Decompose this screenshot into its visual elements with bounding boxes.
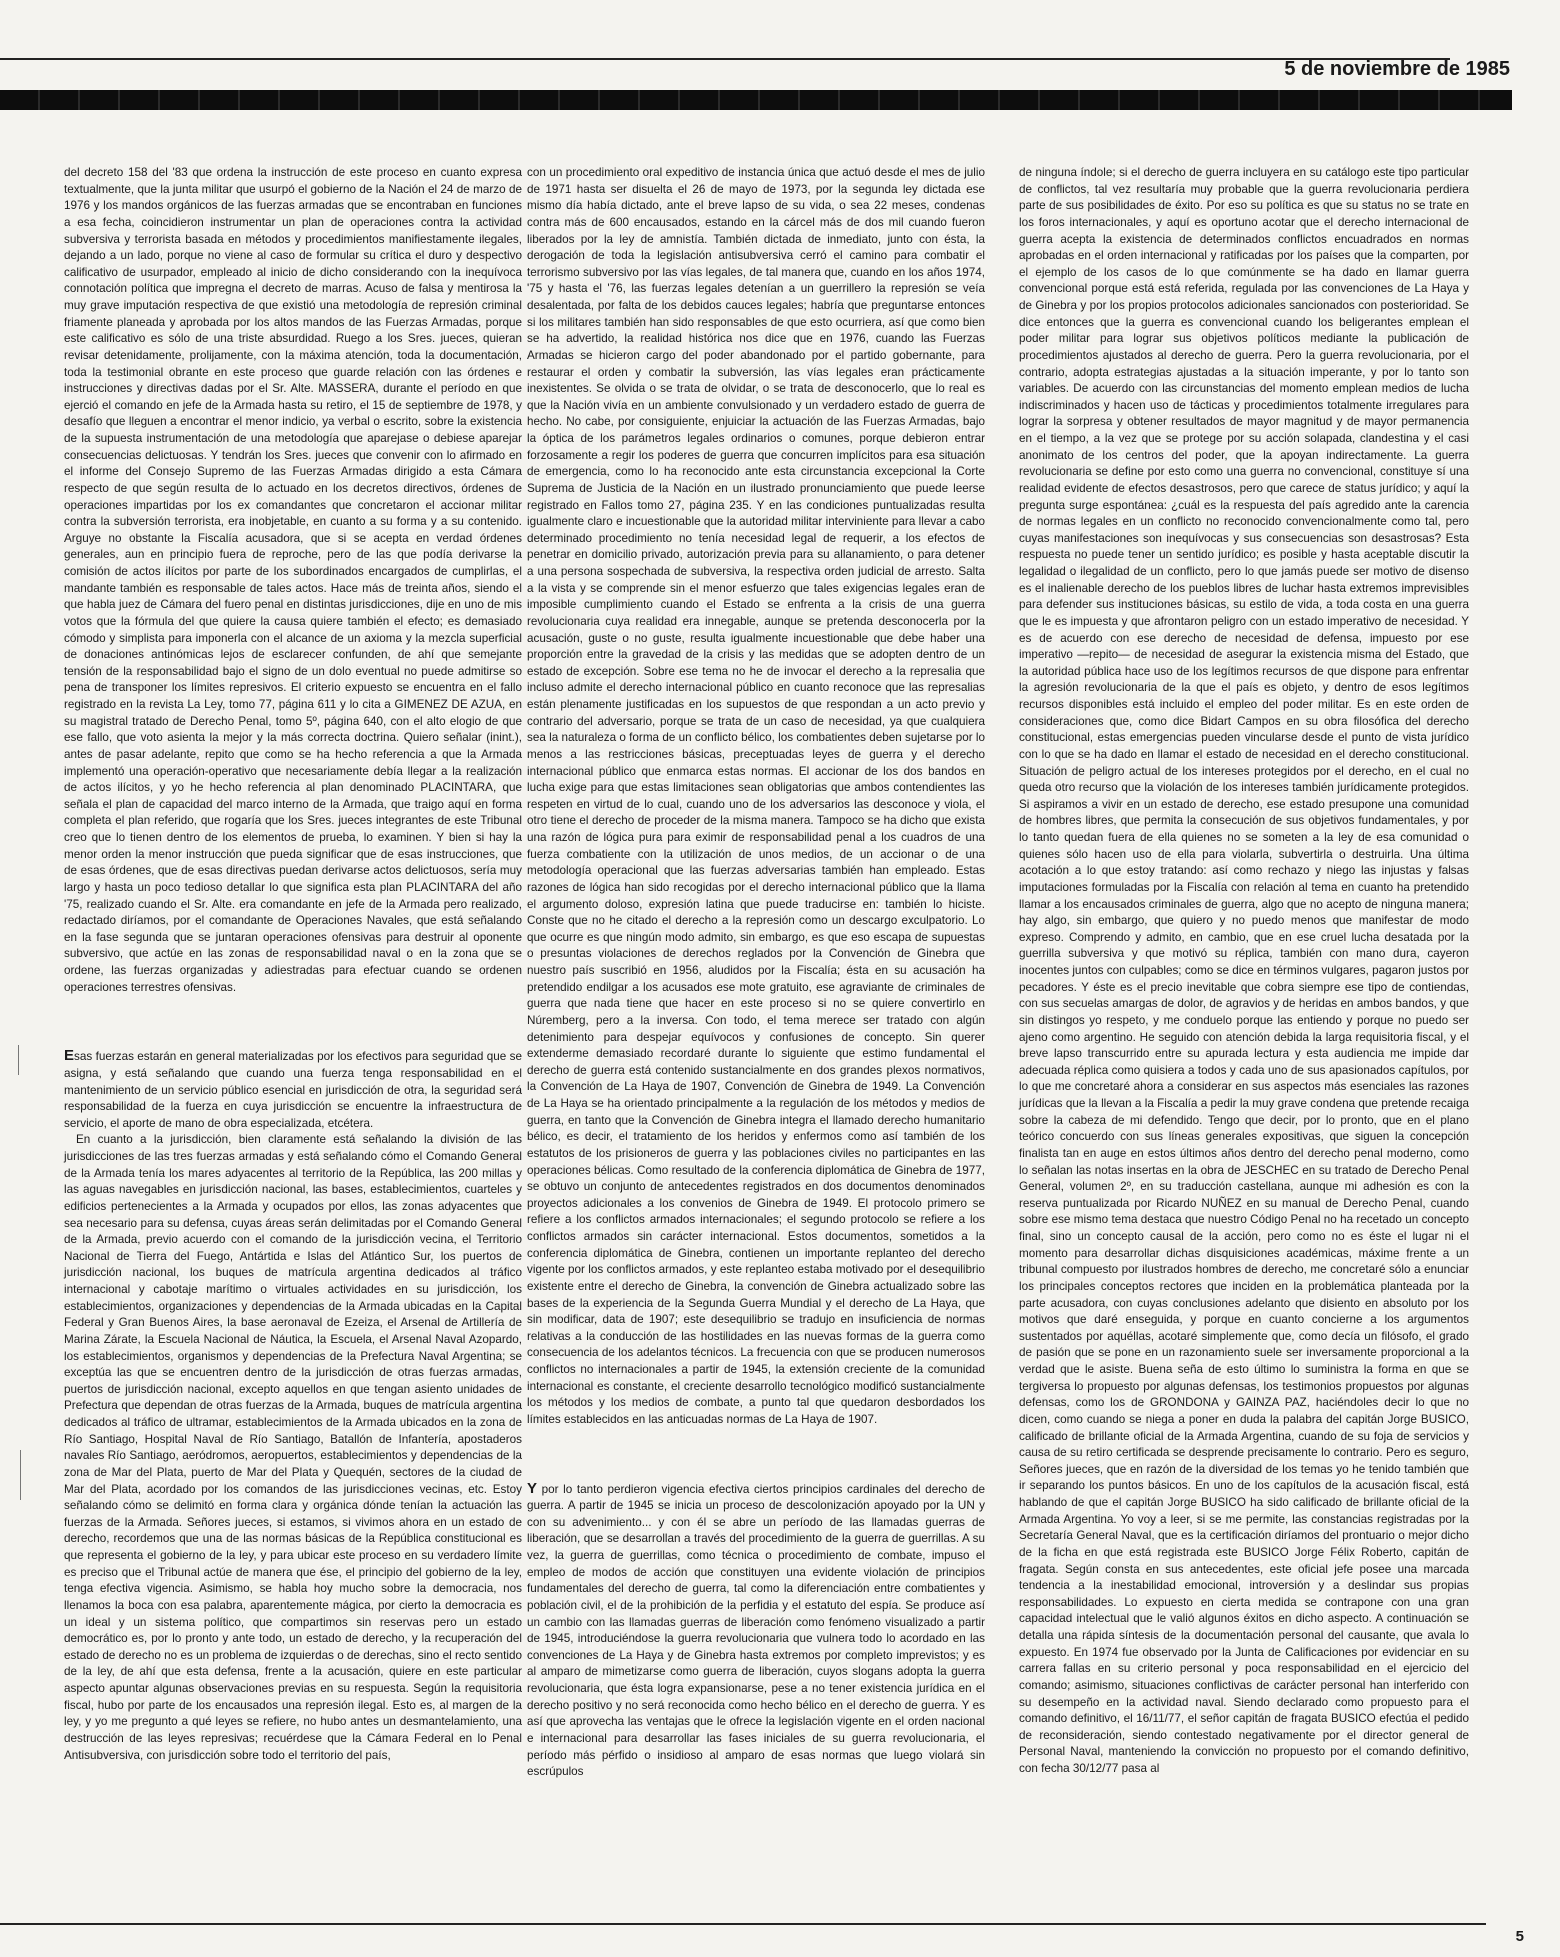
bottom-rule: [0, 1923, 1486, 1925]
paragraph: Y por lo tanto perdieron vigencia efectiva ciertos principios cardinales del derecho de guerra. A partir de 1945 se inicia un proceso de descolonización apoyado por la UN y con su advenimiento... y con él se abre un período de las llamadas guerras de liberación, que se desarrollan a través del procedimiento de la guerra de guerrillas. A su vez, la guerra de guerrillas, como técnica o procedimiento de combate, impuso el empleo de modos de acción que constituyen una evidente violación de principios fundamentales del derecho de guerra, tal como la diferenciación entre combatientes y población civil, el de la prohibición de la perfidia y el estatuto del espía. Se produce así un cambio con las llamadas guerras de liberación como fenómeno visualizado a partir de 1945, introduciéndose la guerra revolucionaria que vulnera todo lo acordado en las convenciones de La Haya y de Ginebra hasta extremos por completo imprevistos; y es al amparo de mimetizarse como guerra de liberación, cuyos slogans adopta la guerra revolucionaria, que ésta logra expansionarse, pese a no tener existencia jurídica en el derecho positivo y no será reconocida como hecho bélico en el derecho de guerra. Y es así que aprovecha las ventajas que le ofrece la legislación vigente en el orden nacional e internacional para desarrollar las fases iniciales de su guerra revolucionaria, el período más pérfido o insidioso al amparo de esas normas que luego violará sin escrúpulos: [527, 1479, 985, 1779]
article-column-3: [1019, 165, 1469, 1778]
top-rule: [0, 58, 1450, 60]
paragraph: del decreto 158 del '83 que ordena la instrucción de este proceso en cuanto expresa textualmente, que la junta militar que usurpó el gobierno de la Nación el 24 de marzo de 1976 y los mandos orgánicos de las fuerzas armadas que se encontraban en funciones a esa fecha, coincidieron instrumentar un plan de operaciones contra la actividad subversiva y terrorista basada en métodos y procedimientos manifiestamente ilegales, dejando a un lado, porque no viene al caso de formular su crítica el duro y despectivo calificativo de usurpador, empleado al inicio de dicho considerando con la inequívoca connotación política que impregna el decreto de marras. Acuso de falsa y mentirosa la muy grave imputación respectiva de que existió una metodología de represión criminal friamente planeada y aprobada por los altos mandos de las Fuerzas Armadas, porque este calificativo es sólo de una triste absurdidad. Ruego a los Sres. jueces, quieran revisar detenidamente, prolijamente, con la máxima atención, toda la documentación, toda la testimonial obrante en este proceso que guarde relación con las órdenes e instrucciones y directivas dadas por el Sr. Alte. MASSERA, durante el período en que ejerció el comando en jefe de la Armada hasta su retiro, el 15 de septiembre de 1978, y desafío que lleguen a encontrar el menor indicio, ya verbal o escrito, sobre la existencia de la supuesta instrumentación de una metodología que aparejase o debiese aparejar consecuencias delictuosas. Y tendrán los Sres. jueces que convenir con lo afirmado en el informe del Consejo Supremo de las Fuerzas Armadas dirigido a esta Cámara respecto de que según resulta de lo actuado en los decretos directivos, órdenes de operaciones impartidas por los ex comandantes que concretaron el accionar militar contra la subversión terrorista, era inobjetable, en cuanto a su forma y a su contenido. Arguye no obstante la Fiscalía acusadora, que si se acepta en verdad órdenes generales, aun en principio fuera de reproche, pero de las que podía derivarse la comisión de actos ilícitos por parte de los subordinados encargados de cumplirlas, el mandante también es responsable de tales actos. Hace más de treinta años, siendo el que habla juez de Cámara del fuero penal en distintas jurisdicciones, dije en uno de mis votos que la fórmula del que quiere la causa quiere también el efecto; es demasiado cómodo y simplista para imponerla con el alcance de un axioma y la mezcla superficial de donaciones antinómicas lejos de esclarecer confunden, de ahí que semejante tensión de la responsabilidad bajo el signo de un dolo eventual no puede admitirse so pena de transponer los límites represivos. El criterio expuesto se encuentra en el fallo registrado en la revista La Ley, tomo 77, página 611 y lo cita a GIMENEZ DE AZUA, en su magistral tratado de Derecho Penal, tomo 5º, página 640, con el alto elogio de que ese fallo, que voto asienta la mejor y la más correcta doctrina. Quiero señalar (inint.), antes de pasar adelante, repito que como se ha hecho referencia a que la Armada implementó una operación-operativo que necesariamente debía llegar a la realización de actos ilícitos, y yo he hecho referencia al plan denominado PLACINTARA, que señala el plan de capacidad del marco interno de la Armada, que traigo aquí en forma completa el plan referido, que rogaría que los Sres. jueces integrantes de este Tribunal creo que lo tienen dentro de los elementos de prueba, lo examinen. Y bien si hay la menor orden la menor instrucción que pueda significar que de esas instrucciones, que de esas órdenes, que de esas directivas puedan derivarse actos delictuosos, sería muy largo y hasta un poco tedioso detallar lo que significa esta plan PLACINTARA del año '75, realizado cuando el Sr. Alte. era comandante en jefe de la Armada pero realizado, redactado diríamos, por el comandante de Operaciones Navales, que está señalando en la fase segunda que se juntaran operaciones ofensivas para destruir al oponente subversivo, que actúe en las zonas de responsabilidad naval o en la zona que se ordene, las fuerzas organizadas y adiestradas para efectuar cuando se ordenen operaciones terrestres ofensivas.: [64, 166, 522, 994]
paragraph: En cuanto a la jurisdicción, bien claramente está señalando la división de las jurisdicciones de las tres fuerzas armadas y está señalando cómo el Comando General de la Armada tenía los mares adyacentes al territorio de la República, las 200 millas y las aguas navegables en jurisdicción nacional, las bases, establecimientos, cuarteles y edificios pertenecientes a la Armada y ocupados por ellos, las zonas adyacentes que sea necesario para su defensa, cuyas áreas serán delimitadas por el Comando General de la Armada, previo acuerdo con el comando de la jurisdicción vecina, el Territorio Nacional de Tierra del Fuego, Antártida e Islas del Atlántico Sur, los puertos de jurisdicción nacional, los buques de matrícula argentina dedicados al tráfico internacional y cabotaje marítimo o virtuales actividades en su jurisdicción, los establecimientos, organizaciones y dependencias de la Armada ubicadas en la Capital Federal y Gran Buenos Aires, la base aeronaval de Ezeiza, el Arsenal de Artillería de Marina Zárate, la Escuela Nacional de Náutica, la Escuela, el Arsenal Naval Azopardo, los establecimientos, organismos y dependencias de la Prefectura Naval Argentina; se exceptúa las que se encuentren dentro de la jurisdicción de otras fuerzas armadas, puertos de jurisdicción nacional, excepto aquellos en que tengan asiento unidades de Prefectura que dependan de otras fuerzas de la Armada, buques de matrícula argentina dedicados al tráfico de ultramar, establecimientos de la Armada ubicados en la zona de Río Santiago, Hospital Naval de Río Santiago, Batallón de Infantería, apostaderos navales Río Santiago, aeródromos, aeropuertos, establecimientos y dependencias de la zona de Mar del Plata, puerto de Mar del Plata y Quequén, sectores de la ciudad de Mar del Plata, acordado por los comandos de las jurisdicciones vecinas, etc. Estoy señalando cómo se delimitó en forma clara y orgánica dónde tenían la actuación las fuerzas de la Armada. Señores jueces, si estamos, si vivimos ahora en un estado de derecho, recordemos que una de las normas básicas de la República constitucional es que representa el gobierno de la ley, y para ubicar este proceso en su verdadero límite es preciso que el Tribunal actúe de manera que ése, el principio del gobierno de la ley, tenga efectiva vigencia. Asimismo, se habla hoy mucho sobre la democracia, nos llenamos la boca con esa palabra, aparentemente mágica, por cierto la democracia es un ideal y un sistema político, que compartimos sin reservas pero un estado democrático es, por lo pronto y ante todo, un estado de derecho, y la recuperación del estado de derecho no es un problema de izquierdas o de derechas, sino el recto sentido de la ley, de ahí que esta defensa, frente a la acusación, quiere en este particular aspecto apuntar algunas observaciones previas en su respuesta. Según la requisitoria fiscal, hubo por parte de los encausados una represión ilegal. Esto es, al margen de la ley, y yo me pregunto a qué leyes se refiere, no hubo antes un desmantelamiento, una destrucción de las leyes represivas; recuérdese que la Cámara Federal en lo Penal Antisubversiva, con jurisdicción sobre todo el territorio del país,: [64, 1133, 522, 1762]
margin-mark: [20, 1450, 21, 1500]
paragraph: con un procedimiento oral expeditivo de instancia única que actuó desde el mes de julio de 1971 hasta ser disuelta el 26 de mayo de 1973, por la segunda ley dictada ese mismo día había dictado, ante el breve lapso de su vida, o sea 22 meses, condenas contra más de 600 encausados, estando en la cárcel más de dos mil cuando fueron liberados por la ley de amnistía. También dictada de inmediato, junto con ésta, la derogación de toda la legislación antisubversiva cerró el camino para combatir el terrorismo subversivo por las vías legales, de tal manera que, cuando en los años 1974, '75 y hasta el '76, las fuerzas legales detenían a un guerrillero la represión se veía desalentada, por falta de los debidos cauces legales; habría que preguntarse entonces si los militares también han sido responsables de que esto ocurriera, así que como bien se ha advertido, la realidad histórica nos dice que en 1976, cuando las Fuerzas Armadas se hicieron cargo del poder abandonado por el partido gobernante, para restaurar el orden y combatir la subversión, las vías legales eran prácticamente inexistentes. Se olvida o se trata de olvidar, o se trata de desconocerlo, que lo real es que la Nación vivía en un ambiente convulsionado y un verdadero estado de guerra de hecho. No cabe, por consiguiente, enjuiciar la actuación de las Fuerzas Armadas, bajo la óptica de los parámetros legales ordinarios o comunes, porque debieron entrar forzosamente a regir los poderes de guerra que concurren implícitos para esa situación de emergencia, como lo ha reconocido ante esta circunstancia excepcional la Corte Suprema de Justicia de la Nación en un ilustrado pronunciamiento que puede leerse registrado en Fallos tomo 27, página 235. Y en las condiciones puntualizadas resulta igualmente claro e incuestionable que la autoridad militar interviniente para llevar a cabo determinado procedimiento no tenía necesidad legal de requerir, a los efectos de penetrar en domicilio privado, autorización previa para su allanamiento, o para detener a una persona sospechada de subversiva, la respectiva orden judicial de arresto. Salta a la vista y se comprende sin el menor esfuerzo que tales exigencias legales eran de imposible cumplimiento cuando el Estado se enfrenta a la crisis de una guerra revolucionaria cuya realidad era innegable, aunque se pretenda desconocerla por la acusación, guste o no guste, resulta igualmente incuestionable que debe haber una proporción entre la gravedad de la crisis y las medidas que se adopten dentro de un estado de excepción. Sobre ese tema no he de invocar el derecho a la represalia que incluso admite el derecho internacional público en cuanto reconoce que las represalias están plenamente justificadas en los supuestos de que respondan a un acto previo y contrario del adversario, porque se trata de un caso de necesidad, ya que cualquiera sea la naturaleza o forma de un conflicto bélico, los combatientes deben sujetarse por lo menos a las restricciones básicas, preceptuadas leyes de guerra y el derecho internacional público que enmarca estas normas. El accionar de los dos bandos en lucha exige para que estas limitaciones sean obligatorias que ambos contendientes las respeten en virtud de lo cual, cuando uno de los adversarios las desconoce y viola, el otro tiene el derecho de proceder de la misma manera. Tampoco se ha dicho que exista una razón de lógica pura para eximir de responsabilidad penal a los cuadros de una fuerza combatiente con la utilización de unos medios, de un accionar o de una metodología operacional que las fuerzas adversarias también han empleado. Estas razones de lógica han sido recogidas por el derecho internacional público que la llama el argumento doloso, expresión latina que puede traducirse en: también lo hiciste. Conste que no he citado el derecho a la represión como un descargo exculpatorio. Lo que ocurre es que ningún modo admito, sin embargo, es que eso escapa de supuestas o presuntas violaciones de derechos reglados por la Convención de Ginebra que nuestro país suscribió en 1956, aludidos por la Fiscalía; ésta en su acusación ha pretendido endilgar a los acusados ese mote gratuito, ese agraviante de criminales de guerra que nada tiene que hacer en este proceso si no se quiere convertirlo en Núremberg, pero a la inversa. Con todo, el tema merece ser tratado con algún detenimiento para despejar equívocos y confusiones de concepto. Sin querer extenderme demasiado recordaré durante lo siguiente que estimo fundamental el derecho de guerra está contenido sustancialmente en dos grandes plexos normativos, la Convención de La Haya de 1907, Convención de Ginebra de 1949. La Convención de La Haya se ha orientado principalmente a la regulación de los métodos y medios de guerra, en tanto que la Convención de Ginebra integra el llamado derecho humanitario bélico, es decir, el tratamiento de los heridos y enfermos como así también de los estatutos de los prisioneros de guerra y las poblaciones civiles no participantes en las operaciones bélicas. Como resultado de la conferencia diplomática de Ginebra de 1977, se obtuvo un conjunto de antecedentes registrados en dos documentos denominados proyectos adicionales a los convenios de Ginebra de 1949. El protocolo primero se refiere a los conflictos armados internacionales; el segundo protocolo se refiere a los conflictos armados sin carácter internacional. Estos documentos, sometidos a la conferencia diplomática de Ginebra, contienen un importante replanteo del derecho vigente por los conflictos armados, y este replanteo estaba motivado por el desequilibrio existente entre el derecho de Ginebra, la convención de Ginebra actualizado sobre las bases de la experiencia de la Segunda Guerra Mundial y el derecho de La Haya, que sin modificar, data de 1907; este desequilibrio se tradujo en insuficiencia de normas relativas a la conducción de las hostilidades en las nuevas formas de la guerra como consecuencia de los adelantos técnicos. La frecuencia con que se producen numerosos conflictos no internacionales a partir de 1945, la extensión creciente de la comunidad internacional es constante, el creciente desarrollo tecnológico modificó sustancialmente los métodos y los medios de combate, a punto tal que quedaron desbordados los límites establecidos en las anticuadas normas de La Haya de 1907.: [527, 166, 985, 1426]
article-column-1: [64, 165, 522, 1764]
article-column-2: [527, 165, 985, 1781]
header-bar: [0, 90, 1512, 110]
issue-date: 5 de noviembre de 1985: [1284, 58, 1510, 80]
paragraph: de ninguna índole; si el derecho de guerra incluyera en su catálogo este tipo particular de conflictos, tal vez resultaría muy probable que la guerra revolucionaria perdiera parte de sus posibilidades de éxito. Por eso su política es que su status no se trate en los foros internacionales, y aquí es oportuno acotar que el derecho internacional de guerra acepta la existencia de determinados conflictos encuadrados en normas aprobadas en el orden internacional y ratificadas por los países que la comparten, por el ejemplo de los casos de lo que comúnmente se ha dado en llamar guerra convencional porque está está referida, regulada por las convenciones de La Haya y de Ginebra y por los propios protocolos adicionales sancionados con posterioridad. Se dice entonces que la guerra es convencional cuando los beligerantes emplean el poder militar para lograr sus objetivos políticos mediante la publicación de procedimientos ajustados al derecho de guerra. Pero la guerra revolucionaria, por el contrario, adopta estrategias ajustadas a la situación imperante, y por lo tanto son variables. De acuerdo con las circunstancias del momento emplean medios de lucha indiscriminados y hacen uso de tácticas y procedimientos totalmente irregulares para lograr la sorpresa y obtener resultados de mayor magnitud y de mayor permanencia en el tiempo, a la vez que se protege por su acción solapada, clandestina y el casi anonimato de los centros del poder, que la apoyan indirectamente. La guerra revolucionaria se define por esto como una guerra no convencional, constituye sí una realidad evidente de efectos desastrosos, pero que carece de status jurídico; y aquí la pregunta surge espontánea: ¿cuál es la respuesta del país agredido ante la carencia de normas legales en un conflicto no reconocido convencionalmente como tal, pero cuyas manifestaciones son inequívocas y sus consecuencias son desastrosas? Esta respuesta no puede tener un sentido jurídico; es posible y hasta aceptable discutir la legalidad o ilegalidad de un conflicto, pero lo que jamás puede ser motivo de disenso es el inalienable derecho de los pueblos libres de luchar hasta extremos imprevisibles para defender sus instituciones básicas, su estilo de vida, a toda costa en una guerra que le es impuesta y que afrontaron peligro con un estado imperativo de necesidad. Y es de acuerdo con ese derecho de necesidad de defensa, impuesto por ese imperativo —repito— de necesidad de asegurar la existencia misma del Estado, que la autoridad pública hace uso de los legítimos recursos de que dispone para enfrentar la agresión revolucionaria de la que el país es objeto, y dentro de esos legítimos recursos disponibles está incluido el empleo del poder militar. Es en este orden de consideraciones que, como dice Bidart Campos en su obra filosófica del derecho constitucional, estas emergencias pueden vincularse desde el punto de vista jurídico con lo que se ha dado en llamar el estado de necesidad en el derecho constitucional. Situación de peligro actual de los intereses protegidos por el derecho, en el cual no queda otro recurso que la violación de los intereses también jurídicamente protegidos. Si aspiramos a vivir en un estado de derecho, ese estado presupone una comunidad de hombres libres, que permita la consecución de sus objetivos fundamentales, y por lo tanto quedan fuera de ella quienes no se someten a la ley de esa comunidad o quienes sólo hacen uso de ella para violarla, subvertirla o destruirla. Una última acotación a lo que estoy tratando: así como rechazo y niego las injustas y falsas imputaciones formuladas por la Fiscalía con relación al tema en cuanto ha pretendido llamar a los encausados criminales de guerra, algo que no acepto de ninguna manera; hay algo, sin embargo, que quiero y no puedo menos que manifestar de modo expreso. Comprendo y admito, en cambio, que en ese cruel lucha desatada por la guerrilla subversiva y que motivó su réplica, también con mano dura, cayeron inocentes juntos con culpables; como se dice en términos vulgares, pagaron justos por pecadores. Y éste es el precio inevitable que cobra siempre ese tipo de contiendas, con sus secuelas amargas de dolor, de agravios y de heridas en ambos bandos, y que sin distingos yo respeto, y me conduelo porque las entiendo y porque no puedo ser ajeno como argentino. He seguido con atención debida la larga requisitoria fiscal, y el breve lapso transcurrido entre su apurada lectura y esta audiencia me impide dar adecuada réplica como quisiera a todos y cada uno de sus apasionados capítulos, por lo que me concretaré ahora a considerar en sus aspectos más esenciales las razones jurídicas que la llevan a la Fiscalía a pedir la muy grave condena que pretende recaiga sobre la cabeza de mi defendido. Tengo que decir, por lo pronto, que en el plano teórico concuerdo con sus líneas generales expositivas, que siguen la concepción finalista tan en auge en estos últimos años dentro del derecho penal moderno, como lo señalan las notas insertas en la obra de JESCHEC en su tratado de Derecho Penal General, volumen 2º, en su traducción castellana, aunque mi adhesión es con la reserva puntualizada por Ricardo NUÑEZ en su manual de Derecho Penal, cuando sobre ese mismo tema destaca que nuestro Código Penal no ha recetado un concepto final, sino un concepto causal de la acción, pero como no es éste el lugar ni el momento para desarrollar dichas disquisiciones académicas, máxime frente a un tribunal compuesto por ilustrados hombres de derecho, me concretaré sólo a enunciar los principales conceptos rectores que inciden en la problemática planteada por la parte acusadora, con cuyas conclusiones adelanto que disiento en absoluto por los motivos que daré enseguida, y porque en cuanto concierne a los argumentos sustentados por aquéllas, acotaré simplemente que, como decía un filósofo, el grado de pasión que se pone en un razonamiento suele ser inversamente proporcional a la verdad que le asiste. Buena seña de esto último lo suministra la forma en que se tergiversa lo propuesto por algunas defensas, los testimonios propuestos por algunas defensas, como los de GRONDONA y GAINZA PAZ, haciéndoles decir lo que no dicen, como cuando se niega a poner en duda la palabra del capitán Jorge BUSICO, calificado de brillante oficial de la Armada Argentina, cuando de su foja de servicios y causa de su retiro certificada se desprende precisamente lo contrario. Pero es seguro, Señores jueces, que en razón de la diversidad de los temas yo he tenido también que ir separando los puntos básicos. En uno de los capítulos de la acusación fiscal, está hablando de que el capitán Jorge BUSICO ha sido calificado de brillante oficial de la Armada Argentina. Yo voy a leer, si se me permite, las constancias registradas por la Secretaría General Naval, que es la certificación diríamos del prontuario o mejor dicho de la ficha en que está registrada este BUSICO Jorge Félix Roberto, capitán de fragata. Según consta en sus antecedentes, este oficial jefe posee una marcada tendencia a la inestabilidad emocional, introversión y a deslindar sus propias responsabilidades. Lo expuesto en cierta medida se contrapone con una gran capacidad intelectual que le valió algunos éxitos en dicho aspecto. A continuación se detalla una rápida síntesis de la documentación personal del causante, que avala lo expuesto. En 1974 fue observado por la Junta de Calificaciones por evidenciar en su carrera fallas en su criterio personal y poca responsabilidad en el ejercicio del comando; asimismo, situaciones conflictivas de carácter personal han interferido con su desempeño en la actividad naval. Siendo declarado como propuesto para el comando definitivo, el 16/11/77, el señor capitán de fragata BUSICO efectúa el pedido de reconsideración, siendo contestado negativamente por el director general de Personal Naval, manteniendo la convicción no propuesto por el comando definitivo, con fecha 30/12/77 pasa al: [1019, 166, 1469, 1775]
page-number: 5: [1515, 1928, 1524, 1945]
margin-mark: [18, 1045, 19, 1075]
paragraph: Esas fuerzas estarán en general materializadas por los efectivos para seguridad que se asigna, y está señalando que cuando una fuerza tenga responsabilidad en el mantenimiento de un servicio público esencial en jurisdicción de otra, la seguridad será responsabilidad de la fuerza en cuya jurisdicción se encuentre la infraestructura de servicio, el aporte de mano de obra especializada, etcétera.: [64, 1047, 522, 1130]
